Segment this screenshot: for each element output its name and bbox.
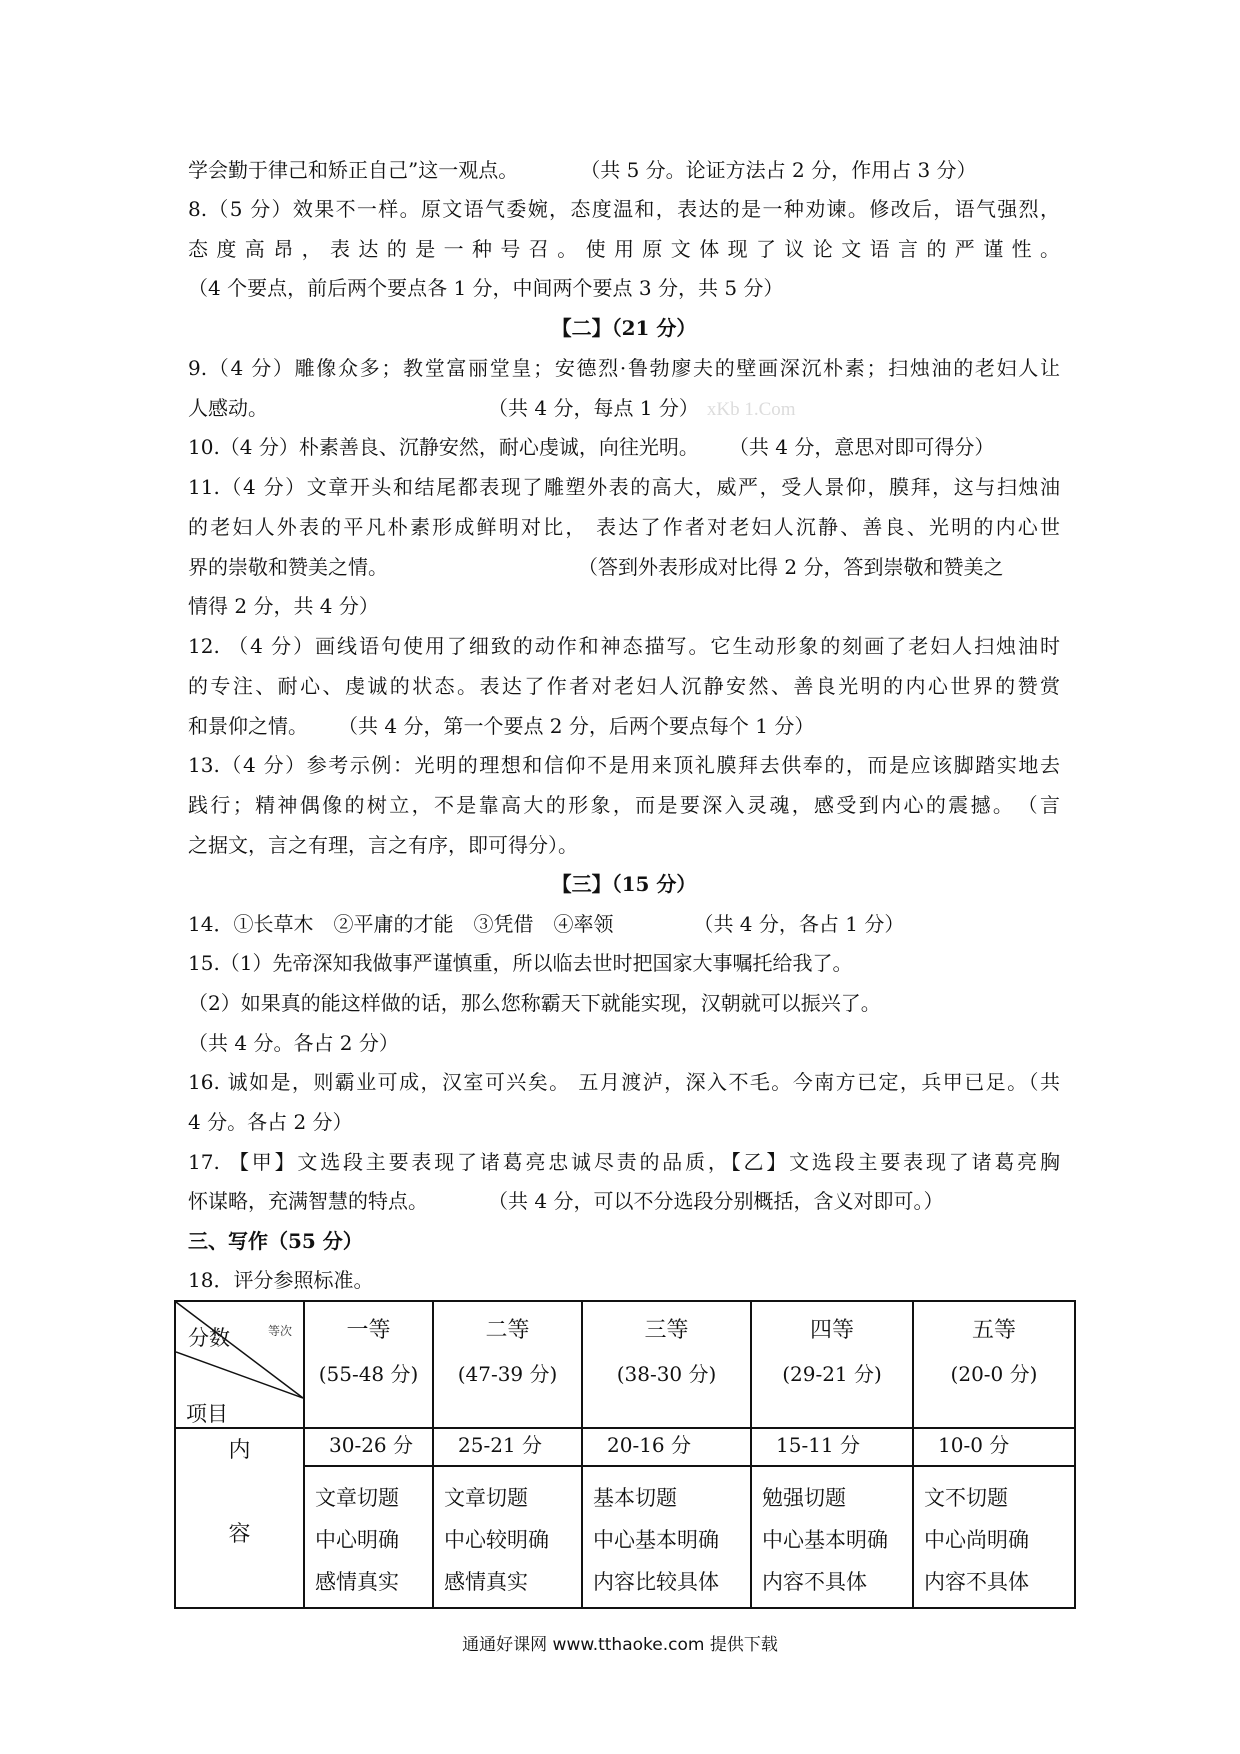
content-points-row bbox=[175, 1428, 1075, 1466]
answer-16-line-1: 16. 诚如是，则霸业可成，汉室可兴矣。 五月渡泸，深入不毛。今南方已定，兵甲已足。（共 bbox=[188, 1070, 1060, 1094]
answer-12-line-1: 12. （4 分）画线语句使用了细致的动作和神态描写。它生动形象的刻画了老妇人扫烛油时 bbox=[188, 634, 1060, 658]
section-heading-writing: 三、写作（55 分） bbox=[188, 1229, 363, 1253]
content-points-cell: 30-26 分 bbox=[304, 1428, 433, 1466]
content-description-cell: 文章切题 中心明确 感情真实 bbox=[304, 1466, 433, 1608]
answer-12-line-3: 和景仰之情。 （共 4 分，第一个要点 2 分，后两个要点每个 1 分） bbox=[188, 714, 815, 738]
answer-17-line-2: 怀谋略，充满智慧的特点。 （共 4 分，可以不分选段分别概括，含义对即可。） bbox=[188, 1189, 944, 1213]
grade-header: 二等 (47-39 分) bbox=[433, 1301, 582, 1428]
section-heading-two: 【二】（21 分） bbox=[551, 316, 697, 340]
scoring-table bbox=[174, 1300, 1076, 1609]
answer-8-scoring-note: （4 个要点，前后两个要点各 1 分，中间两个要点 3 分，共 5 分） bbox=[188, 276, 784, 300]
corner-label-item: 项目 bbox=[186, 1402, 228, 1426]
answer-11-line-2: 的老妇人外表的平凡朴素形成鲜明对比， 表达了作者对老妇人沉静、善良、光明的内心世 bbox=[188, 515, 1060, 539]
answer-15-scoring-note: （共 4 分。各占 2 分） bbox=[188, 1031, 399, 1055]
answer-8-line-2: 态度高昂，表达的是一种号召。使用原文体现了议论文语言的严谨性。 bbox=[188, 237, 1060, 261]
content-points-cell: 15-11 分 bbox=[751, 1428, 913, 1466]
watermark-text: xKb 1.Com bbox=[706, 399, 796, 420]
content-description-cell: 文不切题 中心尚明确 内容不具体 bbox=[913, 1466, 1075, 1608]
answer-11-line-3: 界的崇敬和赞美之情。 （答到外表形成对比得 2 分，答到崇敬和赞美之 bbox=[188, 555, 1004, 579]
answer-17-line-1: 17. 【甲】文选段主要表现了诸葛亮忠诚尽责的品质，【乙】文选段主要表现了诸葛亮胸 bbox=[188, 1150, 1060, 1174]
answer-12-line-2: 的专注、耐心、虔诚的状态。表达了作者对老妇人沉静安然、善良光明的内心世界的赞赏 bbox=[188, 674, 1060, 698]
table-header-row bbox=[175, 1301, 1075, 1428]
content-description-cell: 勉强切题 中心基本明确 内容不具体 bbox=[751, 1466, 913, 1608]
answer-16-line-2: 4 分。各占 2 分） bbox=[188, 1110, 353, 1134]
answer-8-line-1: 8.（5 分）效果不一样。原文语气委婉，态度温和，表达的是一种劝谏。修改后，语气强烈， bbox=[188, 197, 1060, 221]
answer-13-line-3: 之据文，言之有理，言之有序，即可得分）。 bbox=[188, 833, 578, 857]
answer-13-line-1: 13.（4 分）参考示例：光明的理想和信仰不是用来顶礼膜拜去供奉的，而是应该脚踏实地去 bbox=[188, 753, 1060, 777]
grade-header: 四等 (29-21 分) bbox=[751, 1301, 913, 1428]
content-description-row bbox=[175, 1466, 1075, 1608]
page-footer: 通通好课网 www.tthaoke.com 提供下载 bbox=[462, 1635, 778, 1655]
corner-label-grade-level: 等次 bbox=[268, 1324, 293, 1338]
grade-header: 三等 (38-30 分) bbox=[582, 1301, 751, 1428]
answer-15-part-2: （2）如果真的能这样做的话，那么您称霸天下就能实现，汉朝就可以振兴了。 bbox=[188, 991, 881, 1015]
answer-10: 10.（4 分）朴素善良、沉静安然，耐心虔诚，向往光明。 （共 4 分，意思对即可得分） bbox=[188, 435, 995, 459]
grade-header: 五等 (20-0 分) bbox=[913, 1301, 1075, 1428]
answer-15-part-1: 15.（1）先帝深知我做事严谨慎重，所以临去世时把国家大事嘱托给我了。 bbox=[188, 951, 853, 975]
answer-9-line-1: 9.（4 分）雕像众多；教堂富丽堂皇；安德烈·鲁勃廖夫的壁画深沉朴素；扫烛油的老妇人让 bbox=[188, 356, 1060, 380]
content-description-cell: 基本切题 中心基本明确 内容比较具体 bbox=[582, 1466, 751, 1608]
table-corner-cell bbox=[175, 1301, 304, 1428]
answer-9-line-2: 人感动。 （共 4 分，每点 1 分） xKb 1.Com bbox=[188, 396, 796, 420]
answer-11-line-4: 情得 2 分，共 4 分） bbox=[188, 594, 379, 618]
corner-label-score: 分数 bbox=[188, 1326, 230, 1350]
content-points-cell: 25-21 分 bbox=[433, 1428, 582, 1466]
grade-header: 一等 (55-48 分) bbox=[304, 1301, 433, 1428]
content-points-cell: 10-0 分 bbox=[913, 1428, 1075, 1466]
content-description-cell: 文章切题 中心较明确 感情真实 bbox=[433, 1466, 582, 1608]
content-row-label: 内 容 bbox=[175, 1428, 304, 1608]
answer-13-line-2: 践行；精神偶像的树立，不是靠高大的形象，而是要深入灵魂，感受到内心的震撼。 （言 bbox=[188, 793, 1060, 817]
answer-14: 14．①长草木 ②平庸的才能 ③凭借 ④率领 （共 4 分，各占 1 分） bbox=[188, 912, 905, 936]
section-heading-three: 【三】（15 分） bbox=[551, 872, 697, 896]
answer-18-intro: 18．评分参照标准。 bbox=[188, 1268, 374, 1292]
content-points-cell: 20-16 分 bbox=[582, 1428, 751, 1466]
answer-11-line-1: 11.（4 分）文章开头和结尾都表现了雕塑外表的高大，威严，受人景仰，膜拜，这与扫烛油 bbox=[188, 475, 1060, 499]
line-answer-7-end: 学会勤于律己和矫正自己”这一观点。 （共 5 分。论证方法占 2 分，作用占 3 分） bbox=[188, 158, 977, 182]
